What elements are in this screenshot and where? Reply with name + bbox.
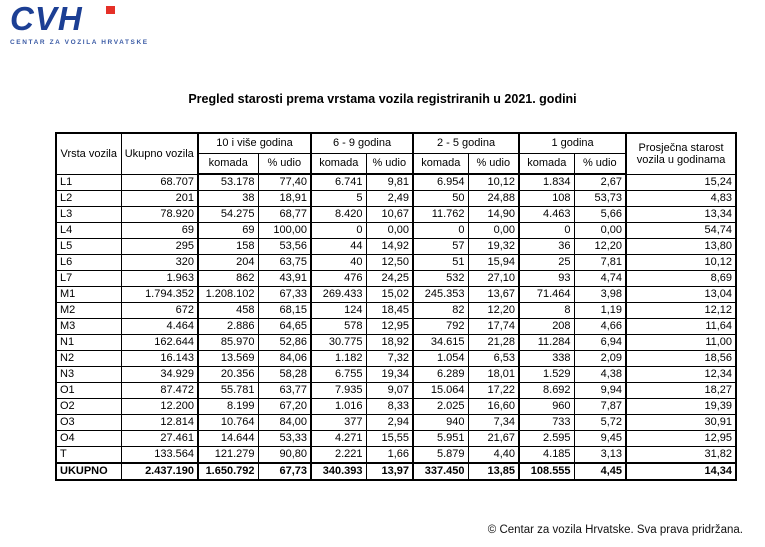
table-row [56,415,736,431]
table-row [56,223,736,239]
value-cell: 24,25 [366,271,413,287]
value-cell: 12,50 [366,255,413,271]
value-cell: 84,00 [258,415,311,431]
value-cell: 13,04 [626,287,736,303]
value-cell: 10,67 [366,207,413,223]
value-cell: 12.814 [121,415,198,431]
value-cell: 12,95 [626,431,736,447]
value-cell: 8 [519,303,574,319]
value-cell: 11,64 [626,319,736,335]
table-row [56,399,736,415]
vehicle-type-cell: L7 [56,271,121,287]
value-cell: 121.279 [198,447,258,464]
value-cell: 69 [198,223,258,239]
subheader-komada-10: komada [198,154,258,175]
value-cell: 4.463 [519,207,574,223]
footer-copyright: © Centar za vozila Hrvatske. Sva prava pridržana. [487,524,743,536]
value-cell: 6,53 [468,351,519,367]
value-cell: 90,80 [258,447,311,464]
value-cell: 1.016 [311,399,366,415]
value-cell: 7,87 [574,399,626,415]
value-cell: 82 [413,303,468,319]
table-row [56,271,736,287]
value-cell: 68.707 [121,174,198,191]
value-cell: 18,27 [626,383,736,399]
table-row [56,207,736,223]
value-cell: 8,33 [366,399,413,415]
value-cell: 940 [413,415,468,431]
value-cell: 17,22 [468,383,519,399]
value-cell: 0,00 [366,223,413,239]
value-cell: 245.353 [413,287,468,303]
value-cell: 77,40 [258,174,311,191]
value-cell: 21,67 [468,431,519,447]
value-cell: 54.275 [198,207,258,223]
value-cell: 68,15 [258,303,311,319]
vehicle-type-cell: L4 [56,223,121,239]
page-title: Pregled starosti prema vrstama vozila registriranih u 2021. godini [188,92,577,106]
vehicle-type-cell: UKUPNO [56,463,121,480]
value-cell: 4.271 [311,431,366,447]
value-cell: 31,82 [626,447,736,464]
header-prosjecna-line2: vozila u godinama [636,153,726,166]
value-cell: 15.064 [413,383,468,399]
value-cell: 34.929 [121,367,198,383]
value-cell: 55.781 [198,383,258,399]
subheader-komada-25: komada [413,154,468,175]
value-cell: 10.764 [198,415,258,431]
value-cell: 1,19 [574,303,626,319]
value-cell: 133.564 [121,447,198,464]
subheader-komada-69: komada [311,154,366,175]
value-cell: 12,20 [574,239,626,255]
vehicle-type-cell: N1 [56,335,121,351]
subheader-komada-1: komada [519,154,574,175]
table-row [56,383,736,399]
value-cell: 4,83 [626,191,736,207]
value-cell: 377 [311,415,366,431]
value-cell: 20.356 [198,367,258,383]
vehicle-type-cell: M3 [56,319,121,335]
value-cell: 9,81 [366,174,413,191]
table-body [56,174,736,480]
value-cell: 0 [311,223,366,239]
value-cell: 13.569 [198,351,258,367]
value-cell: 18,56 [626,351,736,367]
value-cell: 733 [519,415,574,431]
value-cell: 4,38 [574,367,626,383]
value-cell: 672 [121,303,198,319]
value-cell: 13,34 [626,207,736,223]
table-row [56,191,736,207]
vehicle-type-cell: L1 [56,174,121,191]
cvh-logo [10,0,150,46]
value-cell: 43,91 [258,271,311,287]
value-cell: 2.595 [519,431,574,447]
value-cell: 2,09 [574,351,626,367]
value-cell: 4,40 [468,447,519,464]
value-cell: 12.200 [121,399,198,415]
cvh-logo-text: CVH [10,0,83,37]
value-cell: 1.794.352 [121,287,198,303]
vehicle-type-cell: L2 [56,191,121,207]
value-cell: 63,77 [258,383,311,399]
value-cell: 792 [413,319,468,335]
value-cell: 124 [311,303,366,319]
table-row [56,431,736,447]
value-cell: 10,12 [626,255,736,271]
vehicle-type-cell: O4 [56,431,121,447]
value-cell: 15,94 [468,255,519,271]
value-cell: 458 [198,303,258,319]
value-cell: 1.054 [413,351,468,367]
value-cell: 30.775 [311,335,366,351]
value-cell: 8.692 [519,383,574,399]
value-cell: 13,80 [626,239,736,255]
value-cell: 0,00 [574,223,626,239]
vehicle-type-cell: L5 [56,239,121,255]
value-cell: 108 [519,191,574,207]
value-cell: 0 [413,223,468,239]
value-cell: 158 [198,239,258,255]
value-cell: 12,20 [468,303,519,319]
value-cell: 3,98 [574,287,626,303]
value-cell: 13,97 [366,463,413,480]
vehicle-type-cell: O3 [56,415,121,431]
value-cell: 15,55 [366,431,413,447]
value-cell: 84,06 [258,351,311,367]
subheader-udio-25: % udio [468,154,519,175]
value-cell: 19,39 [626,399,736,415]
header-group-2-5: 2 - 5 godina [413,133,519,154]
value-cell: 11.762 [413,207,468,223]
value-cell: 0 [519,223,574,239]
value-cell: 67,20 [258,399,311,415]
value-cell: 1.834 [519,174,574,191]
value-cell: 51 [413,255,468,271]
value-cell: 6,94 [574,335,626,351]
value-cell: 7,81 [574,255,626,271]
value-cell: 93 [519,271,574,287]
value-cell: 52,86 [258,335,311,351]
header-ukupno-vozila: Ukupno vozila [121,133,198,174]
value-cell: 1.529 [519,367,574,383]
value-cell: 295 [121,239,198,255]
value-cell: 30,91 [626,415,736,431]
value-cell: 54,74 [626,223,736,239]
value-cell: 7.935 [311,383,366,399]
value-cell: 2.025 [413,399,468,415]
value-cell: 12,12 [626,303,736,319]
value-cell: 71.464 [519,287,574,303]
table-row [56,174,736,191]
value-cell: 8,69 [626,271,736,287]
vehicle-type-cell: L6 [56,255,121,271]
value-cell: 3,13 [574,447,626,464]
value-cell: 960 [519,399,574,415]
value-cell: 21,28 [468,335,519,351]
cvh-logo-red-square [106,6,115,14]
header-prosjecna-line1: Prosječna starost [638,141,724,154]
value-cell: 53,73 [574,191,626,207]
vehicle-type-cell: M1 [56,287,121,303]
value-cell: 40 [311,255,366,271]
value-cell: 5,72 [574,415,626,431]
value-cell: 162.644 [121,335,198,351]
vehicle-type-cell: O2 [56,399,121,415]
value-cell: 13,67 [468,287,519,303]
header-prosjecna-starost [626,133,736,174]
value-cell: 337.450 [413,463,468,480]
value-cell: 532 [413,271,468,287]
value-cell: 8.420 [311,207,366,223]
value-cell: 57 [413,239,468,255]
value-cell: 2,49 [366,191,413,207]
value-cell: 5 [311,191,366,207]
value-cell: 18,45 [366,303,413,319]
value-cell: 5,66 [574,207,626,223]
value-cell: 4.185 [519,447,574,464]
vehicle-age-table [55,132,737,481]
value-cell: 0,00 [468,223,519,239]
value-cell: 53,33 [258,431,311,447]
header-group-6-9: 6 - 9 godina [311,133,413,154]
value-cell: 44 [311,239,366,255]
value-cell: 204 [198,255,258,271]
value-cell: 13,85 [468,463,519,480]
value-cell: 16.143 [121,351,198,367]
vehicle-type-cell: N2 [56,351,121,367]
value-cell: 6.954 [413,174,468,191]
value-cell: 6.741 [311,174,366,191]
value-cell: 36 [519,239,574,255]
value-cell: 476 [311,271,366,287]
value-cell: 27.461 [121,431,198,447]
value-cell: 9,94 [574,383,626,399]
value-cell: 14.644 [198,431,258,447]
value-cell: 78.920 [121,207,198,223]
value-cell: 7,34 [468,415,519,431]
total-row [56,463,736,480]
value-cell: 4.464 [121,319,198,335]
value-cell: 63,75 [258,255,311,271]
value-cell: 68,77 [258,207,311,223]
value-cell: 12,95 [366,319,413,335]
value-cell: 269.433 [311,287,366,303]
value-cell: 6.289 [413,367,468,383]
value-cell: 15,24 [626,174,736,191]
vehicle-type-cell: T [56,447,121,464]
header-group-10-plus: 10 i više godina [198,133,311,154]
value-cell: 100,00 [258,223,311,239]
value-cell: 14,34 [626,463,736,480]
table-row [56,335,736,351]
value-cell: 5.879 [413,447,468,464]
value-cell: 1.650.792 [198,463,258,480]
value-cell: 1.963 [121,271,198,287]
value-cell: 27,10 [468,271,519,287]
vehicle-type-cell: M2 [56,303,121,319]
value-cell: 11.284 [519,335,574,351]
subheader-udio-1: % udio [574,154,626,175]
value-cell: 14,90 [468,207,519,223]
table-row [56,239,736,255]
value-cell: 25 [519,255,574,271]
value-cell: 4,74 [574,271,626,287]
value-cell: 50 [413,191,468,207]
cvh-logo-subtext: CENTAR ZA VOZILA HRVATSKE [10,39,149,46]
value-cell: 201 [121,191,198,207]
value-cell: 340.393 [311,463,366,480]
value-cell: 4,45 [574,463,626,480]
value-cell: 2.437.190 [121,463,198,480]
value-cell: 6.755 [311,367,366,383]
value-cell: 4,66 [574,319,626,335]
value-cell: 38 [198,191,258,207]
value-cell: 85.970 [198,335,258,351]
value-cell: 14,92 [366,239,413,255]
value-cell: 69 [121,223,198,239]
value-cell: 12,34 [626,367,736,383]
value-cell: 2.886 [198,319,258,335]
table-row [56,303,736,319]
value-cell: 53.178 [198,174,258,191]
subheader-udio-10: % udio [258,154,311,175]
header-group-1: 1 godina [519,133,626,154]
value-cell: 17,74 [468,319,519,335]
value-cell: 67,33 [258,287,311,303]
value-cell: 34.615 [413,335,468,351]
table-row [56,319,736,335]
table-row [56,367,736,383]
value-cell: 338 [519,351,574,367]
value-cell: 9,45 [574,431,626,447]
value-cell: 64,65 [258,319,311,335]
value-cell: 108.555 [519,463,574,480]
value-cell: 15,02 [366,287,413,303]
value-cell: 18,92 [366,335,413,351]
value-cell: 53,56 [258,239,311,255]
value-cell: 19,32 [468,239,519,255]
value-cell: 5.951 [413,431,468,447]
value-cell: 8.199 [198,399,258,415]
value-cell: 7,32 [366,351,413,367]
value-cell: 67,73 [258,463,311,480]
value-cell: 24,88 [468,191,519,207]
value-cell: 9,07 [366,383,413,399]
header-vrsta-vozila: Vrsta vozila [56,133,121,174]
value-cell: 2.221 [311,447,366,464]
value-cell: 2,67 [574,174,626,191]
value-cell: 10,12 [468,174,519,191]
value-cell: 19,34 [366,367,413,383]
value-cell: 58,28 [258,367,311,383]
vehicle-type-cell: L3 [56,207,121,223]
value-cell: 208 [519,319,574,335]
table-row [56,287,736,303]
value-cell: 1.182 [311,351,366,367]
vehicle-type-cell: O1 [56,383,121,399]
value-cell: 1.208.102 [198,287,258,303]
value-cell: 11,00 [626,335,736,351]
value-cell: 2,94 [366,415,413,431]
table-row [56,447,736,464]
cvh-logo-mark [10,0,150,37]
vehicle-type-cell: N3 [56,367,121,383]
value-cell: 16,60 [468,399,519,415]
subheader-udio-69: % udio [366,154,413,175]
value-cell: 18,91 [258,191,311,207]
table-row [56,351,736,367]
value-cell: 87.472 [121,383,198,399]
value-cell: 18,01 [468,367,519,383]
table-row [56,255,736,271]
value-cell: 320 [121,255,198,271]
value-cell: 578 [311,319,366,335]
value-cell: 862 [198,271,258,287]
value-cell: 1,66 [366,447,413,464]
